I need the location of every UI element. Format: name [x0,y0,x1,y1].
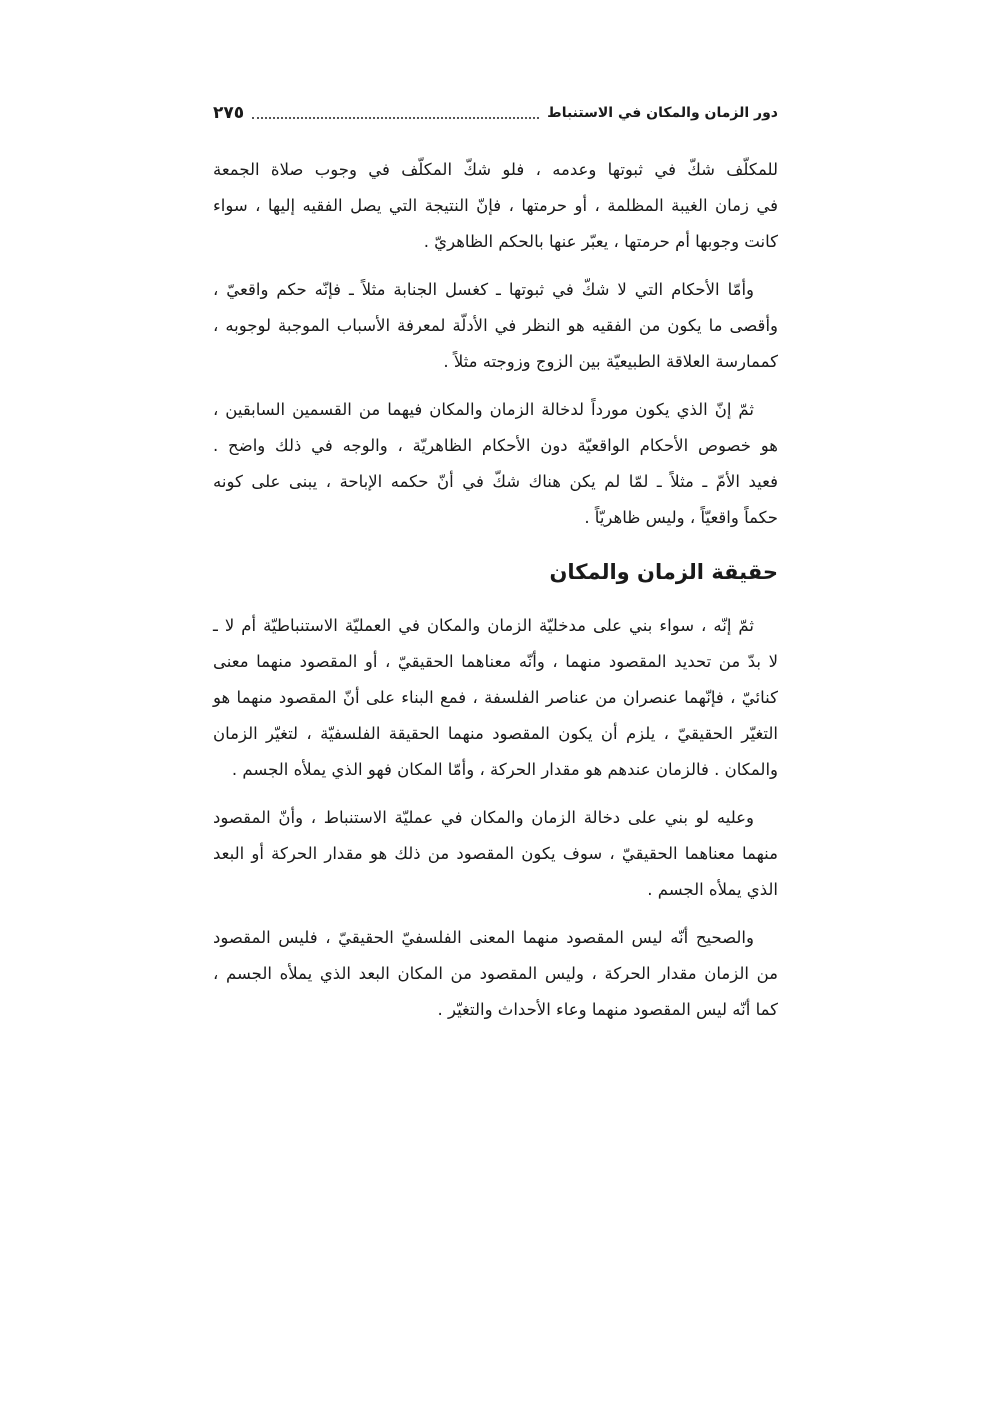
body-line: في زمان الغيبة المظلمة ، أو حرمتها ، فإنّ النتيجة التي يصل الفقيه إليها ، سواء [213,196,778,215]
body-line: منهما معناهما الحقيقيّ ، سوف يكون المقصود من ذلك هو مقدار الحركة أو البعد [213,844,778,863]
body-line: ثمّ إنّ الذي يكون مورداً لدخالة الزمان والمكان فيهما من القسمين السابقين ، [213,400,754,419]
running-header [213,101,778,125]
body-line: الذي يملأه الجسم . [647,880,778,899]
body-line: والصحيح أنّه ليس المقصود منهما المعنى الفلسفيّ الحقيقيّ ، فليس المقصود [213,928,754,947]
section-heading: حقيقة الزمان والمكان [549,560,778,584]
body-line: لا بدّ من تحديد المقصود منهما ، وأنّه معناهما الحقيقيّ ، أو المقصود منهما معنى [213,652,778,671]
body-line: كممارسة العلاقة الطبيعيّة بين الزوج وزوجته مثلاً . [443,352,778,371]
body-line: وأمّا الأحكام التي لا شكّ في ثبوتها ـ كغسل الجنابة مثلاً ـ فإنّه حكم واقعيّ ، [213,280,754,299]
body-line: والمكان . فالزمان عندهم هو مقدار الحركة ، وأمّا المكان فهو الذي يملأه الجسم . [231,760,778,779]
body-line: كنائيّ ، فإنّهما عنصران من عناصر الفلسفة ، فمع البناء على أنّ المقصود منهما هو [213,688,778,707]
body-line: حكماً واقعيّاً ، وليس ظاهريّاً . [584,508,778,527]
body-line: التغيّر الحقيقيّ ، يلزم أن يكون المقصود منهما الحقيقة الفلسفيّة ، لتغيّر الزمان [213,724,778,743]
page-number: ٢٧٥ [213,103,245,123]
body-line: من الزمان مقدار الحركة ، وليس المقصود من المكان البعد الذي يملأه الجسم ، [213,964,778,983]
body-line: ثمّ إنّه ، سواء بني على مدخليّة الزمان والمكان في العمليّة الاستنباطيّة أم لا ـ [213,616,754,635]
body-line: فعيد الأمّ ـ مثلاً ـ لمّا لم يكن هناك شكّ في أنّ حكمه الإباحة ، يبنى على كونه [213,472,778,491]
body-line: للمكلّف شكّ في ثبوتها وعدمه ، فلو شكّ المكلّف في وجوب صلاة الجمعة [213,160,778,179]
running-title: دور الزمان والمكان في الاستنباط [547,105,778,121]
body-line: كانت وجوبها أم حرمتها ، يعبّر عنها بالحكم الظاهريّ . [423,232,778,251]
dotted-leader [252,117,539,119]
body-line: وأقصى ما يكون من الفقيه هو النظر في الأدلّة لمعرفة الأسباب الموجبة لوجوبه ، [213,316,778,335]
body-line: هو خصوص الأحكام الواقعيّة دون الأحكام الظاهريّة ، والوجه في ذلك واضح . [213,436,778,455]
body-line: وعليه لو بني على دخالة الزمان والمكان في عمليّة الاستنباط ، وأنّ المقصود [213,808,754,827]
body-line: كما أنّه ليس المقصود منهما وعاء الأحداث والتغيّر . [437,1000,778,1019]
